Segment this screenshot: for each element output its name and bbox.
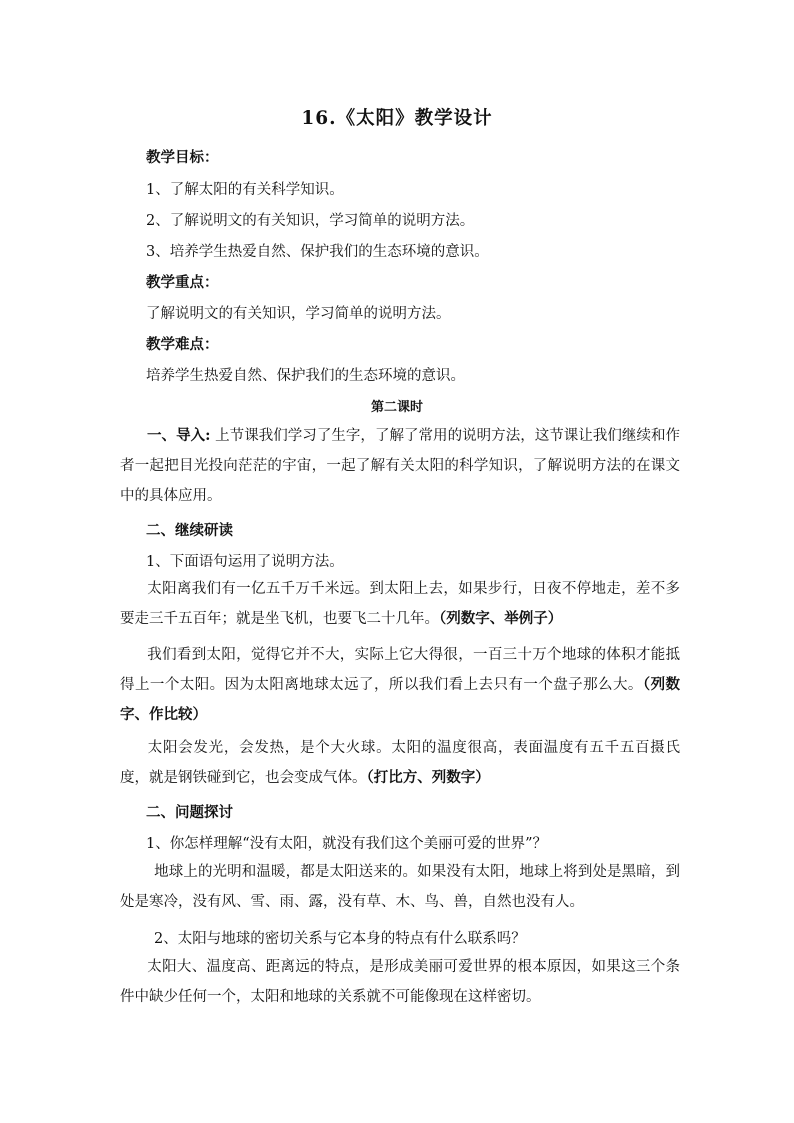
goals-heading: 教学目标： (146, 149, 219, 166)
example-paragraph-2 (120, 640, 680, 730)
example-1-text: 太阳离我们有一亿五千万千米远。到太阳上去，如果步行，日夜不停地走，差不多要走三千五百年；就是坐飞机，也要飞二十几年。 (120, 581, 680, 627)
answer-2-text: 太阳大、温度高、距离远的特点，是形成美丽可爱世界的根本原因，如果这三个条件中缺少任何一个，太阳和地球的关系就不可能像现在这样密切。 (120, 959, 680, 1005)
discussion-answer-2 (120, 952, 680, 1012)
example-3-note: （打比方、列数字） (366, 769, 490, 786)
example-2-note: （列数字、作比较） (120, 676, 681, 723)
reading-heading: 二、继续研读 (146, 522, 233, 539)
goal-item-3: 3、培养学生热爱自然、保护我们的生态环境的意识。 (146, 244, 489, 260)
lesson-heading: 第二课时 (370, 400, 423, 415)
key-points-heading: 教学重点： (146, 274, 219, 291)
discussion-heading: 二、问题探讨 (146, 804, 233, 821)
reading-question-1: 1、下面语句运用了说明方法。 (146, 554, 344, 570)
difficult-points-text: 培养学生热爱自然、保护我们的生态环境的意识。 (146, 368, 465, 384)
intro-paragraph (120, 421, 680, 511)
goal-item-2: 2、了解说明文的有关知识，学习简单的说明方法。 (146, 213, 475, 229)
document-title: 16.《太阳》教学设计 (301, 108, 493, 129)
key-points-text: 了解说明文的有关知识，学习简单的说明方法。 (146, 306, 451, 322)
example-3-text: 太阳会发光，会发热，是个大火球。太阳的温度很高，表面温度有五千五百摄氏度，就是钢铁碰到它，也会变成气体。 (120, 740, 680, 786)
discussion-answer-1 (120, 857, 680, 917)
discussion-question-2: 2、太阳与地球的密切关系与它本身的特点有什么联系吗？ (154, 931, 526, 947)
example-1-note: （列数字、举例子） (439, 610, 563, 627)
difficult-points-heading: 教学难点： (146, 336, 219, 353)
goal-item-1: 1、了解太阳的有关科学知识。 (146, 182, 344, 198)
example-2-text: 我们看到太阳，觉得它并不大，实际上它大得很，一百三十万个地球的体积才能抵得上一个太阳。因为太阳离地球太远了，所以我们看上去只有一个盘子那么大。 (120, 647, 680, 693)
answer-1-text: 地球上的光明和温暖，都是太阳送来的。如果没有太阳，地球上将到处是黑暗，到处是寒冷，没有风、雪、雨、露，没有草、木、鸟、兽，自然也没有人。 (120, 864, 680, 910)
example-paragraph-1 (120, 574, 680, 634)
discussion-question-1: 1、你怎样理解“没有太阳，就没有我们这个美丽可爱的世界”？ (146, 836, 548, 852)
intro-label: 一、导入: (147, 427, 211, 444)
example-paragraph-3 (120, 733, 680, 793)
intro-text: 上节课我们学习了生字，了解了常用的说明方法，这节课让我们继续和作者一起把目光投向茫茫的宇宙，一起了解有关太阳的科学知识，了解说明方法的在课文中的具体应用。 (120, 428, 680, 504)
